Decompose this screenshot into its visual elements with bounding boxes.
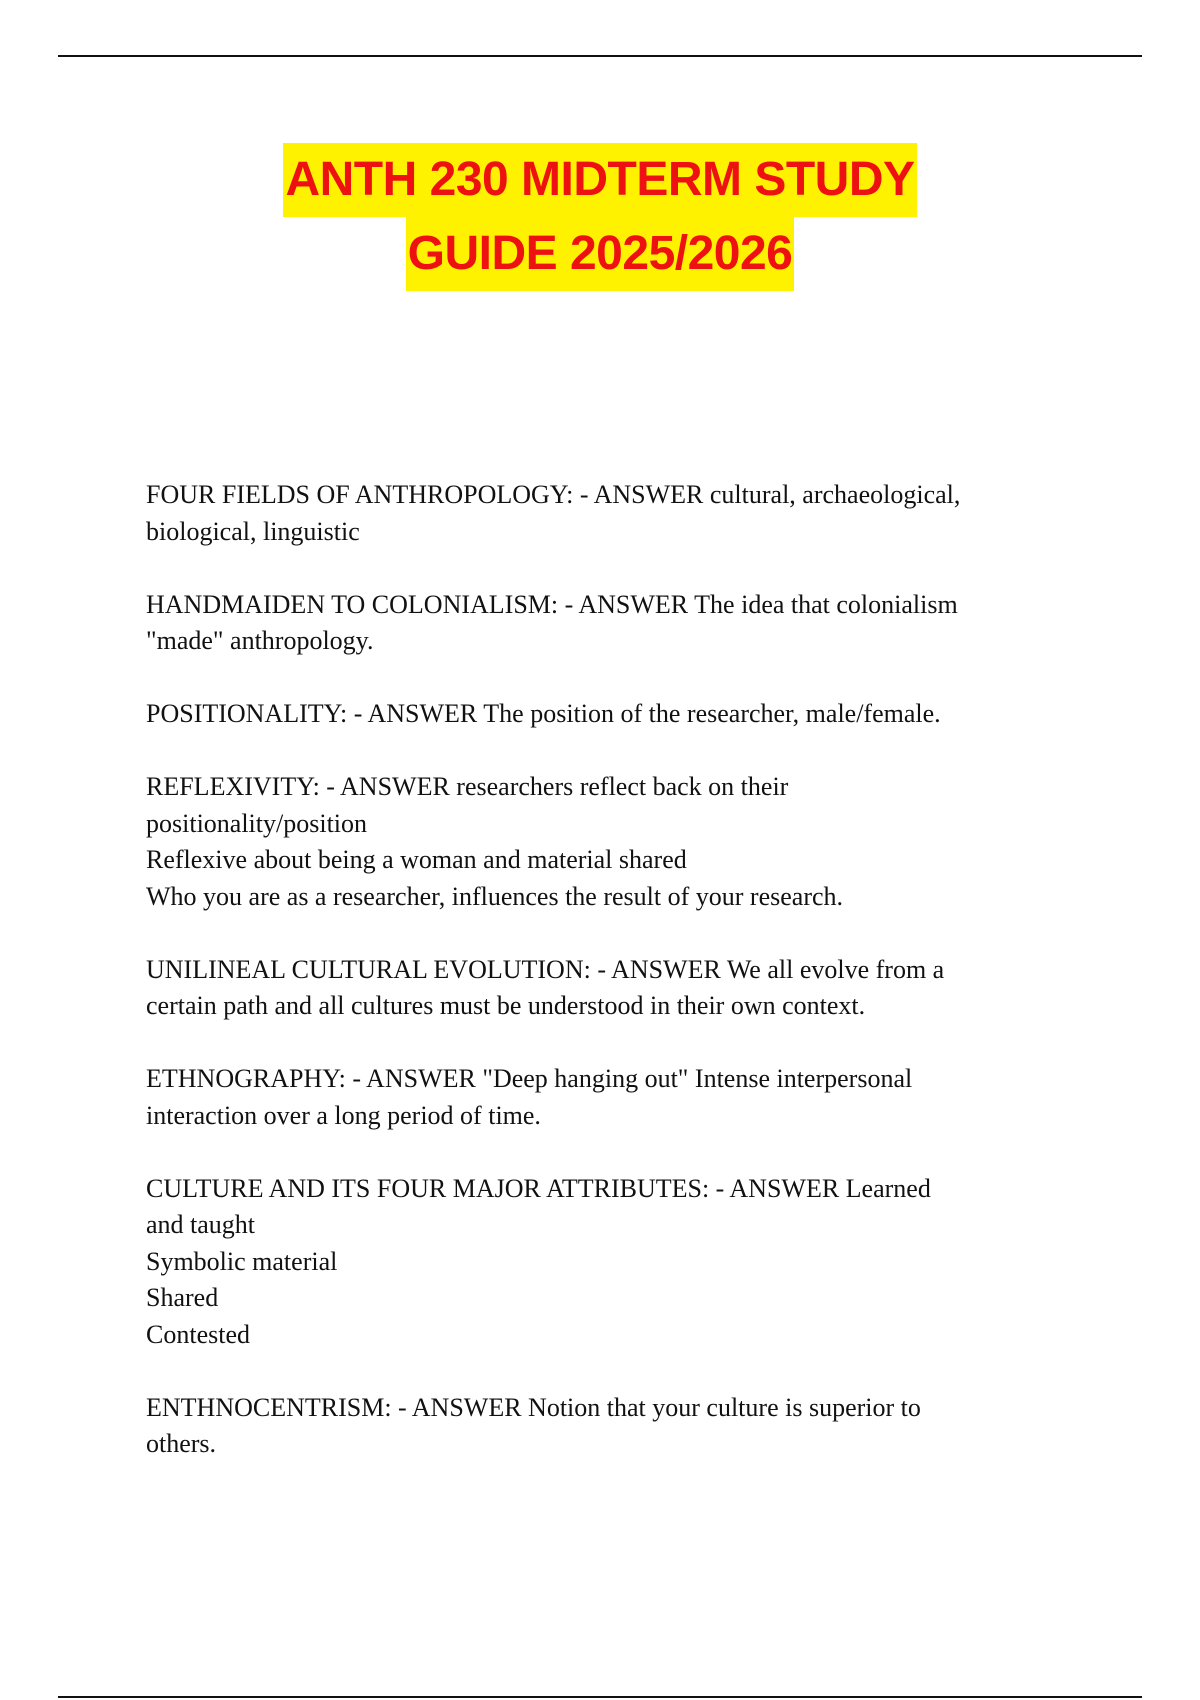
entry-line: ETHNOGRAPHY: - ANSWER "Deep hanging out" Intense interpersonal (146, 1064, 913, 1093)
title-line-2: GUIDE 2025/2026 (406, 217, 795, 291)
entry-line: certain path and all cultures must be understood in their own context. (146, 991, 866, 1020)
entry-culture-attributes (146, 1171, 1066, 1354)
entry-line: ENTHNOCENTRISM: - ANSWER Notion that your culture is superior to (146, 1392, 921, 1422)
entry-unilineal (146, 952, 1066, 1025)
entry-line: biological, linguistic (146, 516, 360, 546)
study-guide-entries (146, 477, 1066, 1499)
entry-handmaiden (146, 587, 1066, 660)
bottom-divider (58, 1696, 1142, 1698)
entry-line: interaction over a long period of time. (146, 1100, 541, 1130)
entry-line: others. (146, 1429, 217, 1458)
entry-line: Who you are as a researcher, influences the result of your research. (146, 881, 844, 911)
entry-line: and taught (146, 1210, 256, 1239)
entry-line: positionality/position (146, 808, 368, 838)
entry-line: REFLEXIVITY: - ANSWER researchers reflect back on their (146, 772, 789, 801)
entry-line: Reflexive about being a woman and material shared (146, 845, 687, 874)
entry-four-fields (146, 477, 1066, 550)
entry-line: CULTURE AND ITS FOUR MAJOR ATTRIBUTES: - ANSWER Learned (146, 1173, 931, 1203)
entry-line: FOUR FIELDS OF ANTHROPOLOGY: - ANSWER cultural, archaeological, (146, 480, 961, 509)
entry-ethnography (146, 1061, 1066, 1134)
entry-line: UNILINEAL CULTURAL EVOLUTION: - ANSWER We all evolve from a (146, 954, 945, 984)
entry-line: Contested (146, 1319, 250, 1349)
title-line-1: ANTH 230 MIDTERM STUDY (283, 143, 916, 217)
entry-line: POSITIONALITY: - ANSWER The position of the researcher, male/female. (146, 699, 941, 728)
entry-positionality (146, 696, 1066, 733)
entry-line: "made" anthropology. (146, 626, 374, 655)
page-title (100, 143, 1100, 291)
entry-reflexivity (146, 769, 1066, 915)
entry-line: Shared (146, 1283, 219, 1312)
top-divider (58, 55, 1142, 57)
entry-ethnocentrism (146, 1390, 1066, 1463)
entry-line: HANDMAIDEN TO COLONIALISM: - ANSWER The idea that colonialism (146, 589, 958, 619)
entry-line: Symbolic material (146, 1246, 338, 1276)
